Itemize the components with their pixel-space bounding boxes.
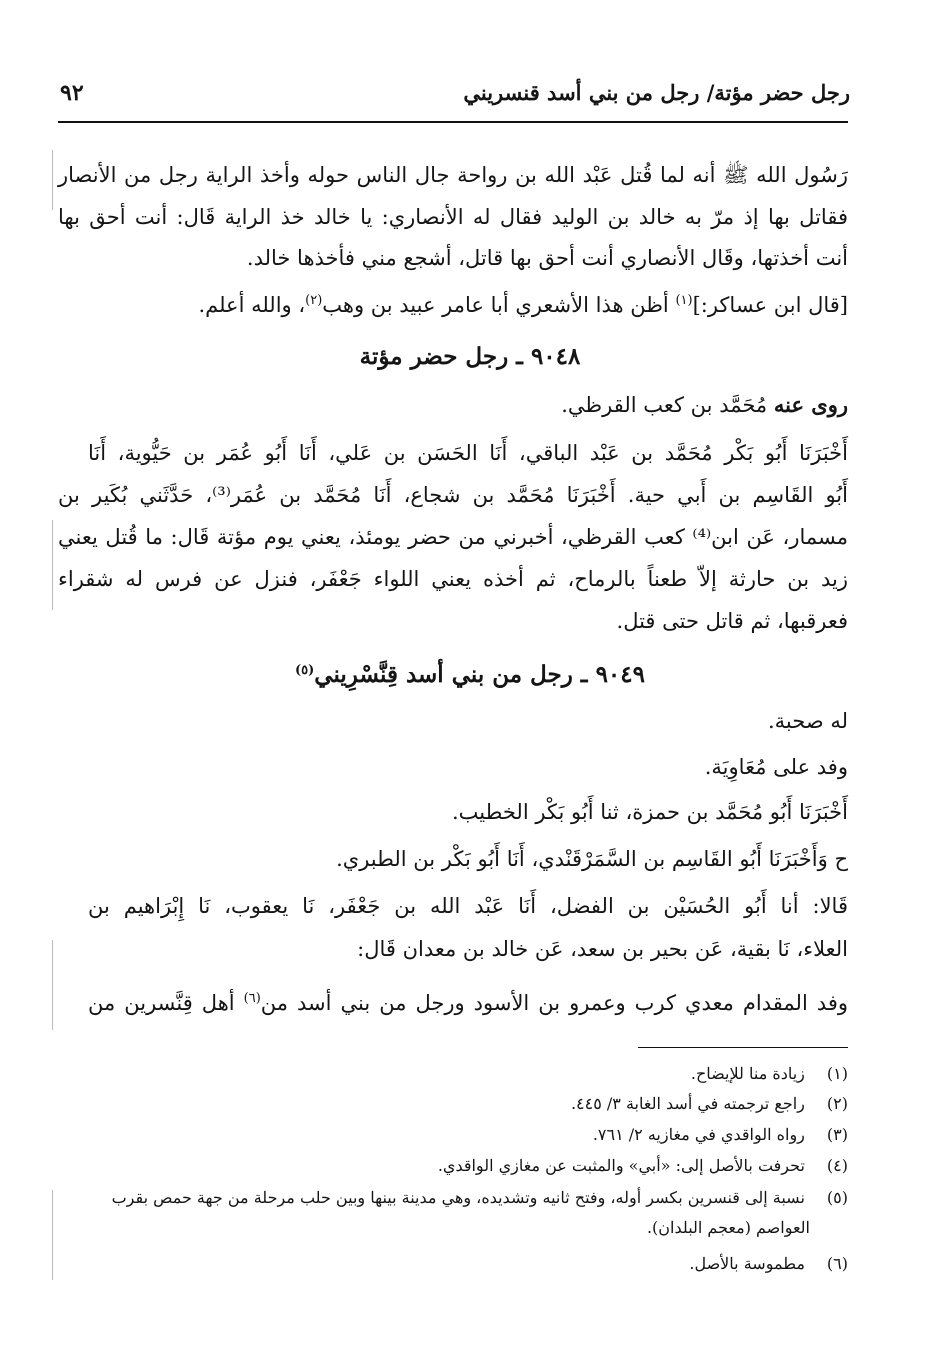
footnote-5 <box>58 1186 848 1210</box>
wafd-line <box>88 984 848 1018</box>
footnote-3 <box>58 1123 848 1147</box>
footnote-text: نسبة إلى قنسرين بكسر أوله، وفتح ثانيه وتشديده، وهي مدينة بينها وبين حلب مرحلة من جهة حمص بقرب <box>111 1188 805 1207</box>
footnote-text: زيادة منا للإيضاح. <box>690 1064 805 1083</box>
footnote-ref-2: (٢) <box>305 293 323 308</box>
narrator-name: مُحَمَّد بن كعب القرظي. <box>561 393 774 417</box>
section-heading-9049-text: ٩٠٤٩ ـ رجل من بني أسد قِنَّسْرِيني <box>314 661 645 688</box>
footnote-number: (٢) <box>826 1094 848 1113</box>
footnote-text: راجع ترجمته في أسد الغابة ٣/ ٤٤٥. <box>570 1094 805 1113</box>
footnote-number: (٥) <box>826 1188 848 1207</box>
margin-scan-mark <box>52 940 53 1030</box>
ibn-asakir-line <box>88 286 848 320</box>
page-number: ٩٢ <box>60 80 84 106</box>
margin-scan-mark <box>52 1190 53 1280</box>
footnote-4 <box>58 1154 848 1178</box>
isnad-line-2: أَبُو القَاسِم بن أَبي حية. أَخْبَرَنَا مُحَمَّد بن شجاع، أَنَا مُحَمَّد بن عُمَر⁽³⁾، حَدَّثَني بُكَير بن <box>58 483 848 507</box>
section-heading-9049 <box>0 654 940 692</box>
isnad-line-1: أَخْبَرَنَا أَبُو بَكْر مُحَمَّد بن عَبْد الباقي، أَنَا الحَسَن بن عَلي، أَنَا أَبُو عُمَر بن حَيُّوية، أَنَا <box>88 441 848 465</box>
body-line-1: رَسُول الله ﷺ أنه لما قُتل عَبْد الله بن رواحة جال الناس حوله وأخذ الراية رجل من الأنصار <box>58 163 848 187</box>
footnote-number: (١) <box>826 1064 848 1083</box>
footnote-number: (٦) <box>826 1254 848 1273</box>
footnote-ref-6: (٦) <box>243 991 261 1006</box>
footnote-5-continuation: العواصم (معجم البلدان). <box>646 1218 810 1237</box>
footnote-6 <box>58 1252 848 1276</box>
isnad-line-3: مسمار، عَن ابن⁽⁴⁾ كعب القرظي، أخبرني من حضر يومئذ، يعني يوم مؤتة قَال: ما قُتل يعني <box>58 525 848 549</box>
wafd-text-start: وفد المقدام معدي كرب وعمرو بن الأسود ورجل من بني أسد من <box>260 991 848 1015</box>
margin-scan-mark <box>52 520 53 610</box>
margin-scan-mark <box>52 150 53 210</box>
footnote-text: رواه الواقدي في مغازيه ٢/ ٧٦١. <box>592 1125 805 1144</box>
akhbarana-line-1: أَخْبَرَنَا أَبُو مُحَمَّد بن حمزة، ثنا أَبُو بَكْر الخطيب. <box>452 800 848 824</box>
footnote-text: تحرفت بالأصل إلى: «أبي» والمثبت عن مغازي الواقدي. <box>437 1156 805 1175</box>
footnote-1 <box>58 1062 848 1086</box>
footnote-2 <box>58 1092 848 1116</box>
ibn-asakir-text: أظن هذا الأشعري أبا عامر عبيد بن وهب <box>322 293 676 317</box>
footnote-text: مطموسة بالأصل. <box>689 1254 805 1273</box>
footnote-number: (٣) <box>826 1125 848 1144</box>
narrator-line <box>58 390 848 424</box>
footnote-ref-1: (١) <box>675 293 693 308</box>
header-rule <box>58 121 848 123</box>
akhbarana-line-2: ح وَأَخْبَرَنَا أَبُو القَاسِم بن السَّمَرْقَنْدي، أَنَا أَبُو بَكْر بن الطبري. <box>336 847 848 871</box>
page-header <box>60 72 850 116</box>
wafd-text-end: أهل قِنَّسرين من <box>88 991 244 1015</box>
isnad-line-5: فعرقبها، ثم قاتل حتى قتل. <box>616 609 848 633</box>
running-title: رجل حضر مؤتة/ رجل من بني أسد قنسريني <box>463 80 850 105</box>
ibn-asakir-end: ، والله أعلم. <box>198 293 306 317</box>
ibn-asakir-label: [قال ابن عساكر:] <box>692 293 848 317</box>
footnote-number: (٤) <box>826 1156 848 1175</box>
alaa-line: العلاء، نَا بقية، عَن بحير بن سعد، عَن خالد بن معدان قَال: <box>357 937 848 961</box>
footnote-rule <box>638 1047 848 1048</box>
narrator-label: روى عنه <box>773 392 848 417</box>
qala-line: قَالا: أنا أَبُو الحُسَيْن بن الفضل، أَنَا عَبْد الله بن جَعْفَر، نَا يعقوب، نَا إِبْرَاهيم بن <box>88 894 848 918</box>
wafd-muawiya-line: وفد على مُعَاوِيَة. <box>704 755 848 779</box>
isnad-line-4: زيد بن حارثة إلاّ طعناً بالرماح، ثم أخذه يعني اللواء جَعْفَر، فنزل عن فرس له شقراء <box>58 567 848 591</box>
sahaba-line: له صحبة. <box>768 709 848 733</box>
footnote-ref-5: (٥) <box>295 663 315 678</box>
body-line-2: فقاتل بها إذ مرّ به خالد بن الوليد فقال له الأنصاري: يا خالد خذ الراية قَال: أنت أحق بها <box>58 205 848 229</box>
body-line-3: أنت أخذتها، وقَال الأنصاري أنت أحق بها قاتل، أشجع مني فأخذها خالد. <box>246 246 848 270</box>
section-heading-9048: ٩٠٤٨ ـ رجل حضر مؤتة <box>359 343 581 370</box>
